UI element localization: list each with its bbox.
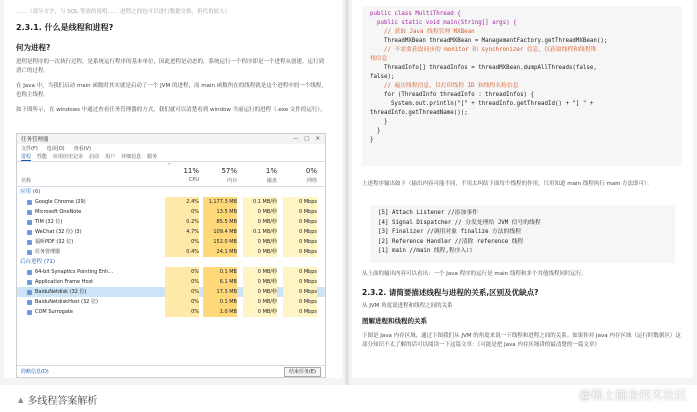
output-line: [2] Reference Handler //清除 reference 线程 [378, 238, 524, 245]
process-cpu-cell: 0% [165, 207, 199, 217]
process-name-cell [27, 217, 62, 227]
process-disk-cell: 0 MB/秒 [243, 267, 277, 277]
process-mem-cell: 1,177.3 MB [203, 197, 237, 207]
process-net-cell: 0 Mbps [283, 237, 317, 247]
section-heading-2: 2.3.2. 请简要描述线程与进程的关系,区别及优缺点? [362, 288, 539, 297]
app-icon [27, 220, 32, 225]
process-mem-cell: 109.4 MB [203, 227, 237, 237]
process-name: BaiduNetdiskHost (32 位) [35, 299, 98, 305]
task-manager-screenshot [16, 133, 326, 378]
close-icon[interactable]: ✕ [315, 136, 320, 142]
code-line: } [370, 137, 374, 143]
process-disk-cell: 0 MB/秒 [243, 247, 277, 257]
cpu-column[interactable]: CPU [188, 177, 199, 183]
process-net-cell: 0 Mbps [283, 197, 317, 207]
process-row[interactable] [17, 207, 325, 217]
output-block [370, 205, 675, 263]
app-icon [27, 210, 32, 215]
output-summary: 从上面的输出内容可以看出：一个 Java 程序的运行是 main 线程和多个其他线程同时运行。 [362, 271, 587, 277]
process-row[interactable] [17, 277, 325, 287]
app-icon [27, 280, 32, 285]
app-icon [27, 290, 32, 295]
code-line: // 遍历线程信息，仅打印线程 ID 和线程名称信息 [370, 83, 519, 89]
tab-startup[interactable]: 启动 [89, 154, 100, 160]
section-heading: 2.3.1. 什么是线程和进程? [16, 23, 114, 32]
app-icon [27, 250, 32, 255]
process-mem-cell: 0.1 MB [203, 267, 237, 277]
menu-options[interactable]: 选项(O) [46, 145, 65, 152]
end-task-button[interactable]: 结束任务(E) [284, 367, 321, 377]
menu-file[interactable]: 文件(F) [21, 145, 38, 152]
process-row[interactable] [17, 237, 325, 247]
code-line: ThreadInfo[] threadInfos = threadMXBean.dumpAllThreads(false, [370, 65, 597, 71]
process-name-cell [27, 267, 113, 277]
code-line: } [370, 119, 388, 125]
app-icon [27, 310, 32, 315]
process-mem-cell: 6.1 MB [203, 277, 237, 287]
process-mem-cell: 1.0 MB [203, 307, 237, 317]
output-line: [4] Signal Dispatcher // 分发处理给 JVM 信号的线程 [378, 219, 541, 226]
menu-bar [17, 144, 325, 152]
output-line: [1] main //main 线程,程序入口 [378, 248, 473, 254]
menu-view[interactable]: 查看(V) [73, 145, 91, 152]
disk-total: 1% [265, 167, 277, 175]
process-disk-cell: 0.1 MB/秒 [243, 197, 277, 207]
process-row[interactable] [17, 307, 325, 317]
process-net-cell: 0 Mbps [283, 207, 317, 217]
process-name: Microsoft OneNote [35, 209, 82, 215]
memory-total: 57% [221, 167, 237, 175]
output-line: [3] Finalizer //调用对象 finalize 方法的线程 [378, 229, 521, 235]
process-cpu-cell: 2.4% [165, 197, 199, 207]
app-icon [27, 200, 32, 205]
maximize-icon[interactable]: □ [304, 136, 310, 142]
process-mem-cell: 152.0 MB [203, 237, 237, 247]
process-name: Google Chrome (29) [35, 199, 86, 205]
paragraph-3: 如下图所示，在 windows 中通过查看任务管理器的方式，我们就可以清楚看到 window 当前运行的进程（.exe 文件的运行）。 [16, 107, 326, 113]
process-mem-cell: 13.5 MB [203, 207, 237, 217]
right-page [352, 0, 693, 378]
process-row[interactable] [17, 227, 325, 237]
task-manager-titlebar [17, 134, 325, 144]
code-line: threadInfo.getThreadName()); [370, 110, 468, 116]
process-mem-cell: 0.1 MB [203, 297, 237, 307]
code-line: public static void main(String[] args) { [370, 20, 517, 26]
tab-performance[interactable]: 性能 [37, 154, 48, 160]
caption-text: 多线程答案解析 [27, 396, 98, 407]
process-name-cell [27, 307, 73, 317]
process-row[interactable] [17, 197, 325, 207]
process-name: WeChat (32 位) (3) [35, 229, 82, 235]
process-mem-cell: 17.3 MB [203, 287, 237, 297]
process-cpu-cell: 0% [165, 287, 199, 297]
process-name-cell [27, 237, 73, 247]
process-disk-cell: 0 MB/秒 [243, 297, 277, 307]
tab-details[interactable]: 详细信息 [121, 154, 142, 160]
code-line: // 获取 Java 线程管理 MXBean [370, 29, 475, 35]
minimize-icon[interactable]: — [292, 136, 299, 142]
fewer-details-link[interactable]: 简略信息(D) [21, 369, 49, 375]
process-net-cell: 0 Mbps [283, 227, 317, 237]
process-net-cell: 0 Mbps [283, 217, 317, 227]
process-net-cell: 0 Mbps [283, 277, 317, 287]
code-line: } [370, 128, 381, 134]
process-cpu-cell: 0% [165, 277, 199, 287]
app-icon [27, 300, 32, 305]
paragraph-2: 在 Java 中，当我们启动 main 函数时其实就是启动了一个 JVM 的进程，而 main 函数所在的线程就是这个进程中的一个线程，也称主线程。 [16, 83, 327, 98]
cpu-total: 11% [183, 167, 199, 175]
process-disk-cell: 0.1 MB/秒 [243, 227, 277, 237]
process-cpu-cell: 0% [165, 267, 199, 277]
column-header [17, 162, 325, 187]
page-fold [345, 0, 349, 385]
task-manager-footer [17, 365, 325, 377]
process-name-cell [27, 287, 87, 297]
process-cpu-cell: 4.7% [165, 227, 199, 237]
tab-processes[interactable]: 进程 [21, 153, 32, 160]
code-block [362, 6, 682, 166]
column-name-label[interactable]: 名称 [21, 178, 32, 184]
watermark [579, 386, 687, 403]
sort-chevron-icon: ^ [167, 163, 172, 169]
process-cpu-cell: 0% [165, 297, 199, 307]
output-line: [5] Attach Listener //添加事件 [378, 210, 478, 216]
process-group-header[interactable]: 后台进程 (71) [20, 259, 56, 265]
process-disk-cell: 0 MB/秒 [243, 287, 277, 297]
process-name: TIM (32 位) [35, 219, 63, 225]
process-name: 任务管理器 [35, 249, 61, 255]
tab-services[interactable]: 服务 [147, 154, 158, 160]
process-name: 64-bit Synaptics Pointing Enh... [35, 269, 114, 275]
code-line: System.out.println("[" + threadInfo.getThreadId() + "] " + [370, 101, 594, 107]
process-cpu-cell: 0.4% [165, 247, 199, 257]
process-mem-cell: 85.5 MB [203, 217, 237, 227]
process-mem-cell: 24.1 MB [203, 247, 237, 257]
process-cpu-cell: 0% [165, 307, 199, 317]
process-list [17, 187, 325, 317]
process-name-cell [27, 197, 86, 207]
process-name-cell [27, 277, 93, 287]
app-icon [27, 240, 32, 245]
process-row[interactable] [17, 247, 325, 257]
code-line: false); [370, 74, 395, 80]
process-row[interactable] [17, 267, 325, 277]
window-title: 任务管理器 [21, 137, 49, 143]
disk-column[interactable]: 磁盘 [266, 178, 277, 184]
process-disk-cell: 0 MB/秒 [243, 277, 277, 287]
process-name: Application Frame Host [35, 279, 94, 285]
process-net-cell: 0 Mbps [283, 267, 317, 277]
process-name: BaiduNetdisk (32 位) [35, 289, 87, 295]
subsection-heading: 何为进程? [16, 43, 51, 52]
process-name-cell [27, 227, 82, 237]
watermark-text: @稀土掘金技术社区 [578, 388, 687, 402]
top-snippet: ……（部分文字，与 SQL 等效的说明…… 进程之间也可以进行数据交换，但代价较大） [16, 9, 231, 15]
process-net-cell: 0 Mbps [283, 247, 317, 257]
process-group-header[interactable]: 应用 (6) [20, 189, 41, 195]
app-icon [27, 230, 32, 235]
output-intro: 上述程序输出如下（输出内容可能不同，不用太纠结下面每个线程的作用，只用知道 main 线程执行 main 方法即可）： [362, 181, 653, 187]
code-line: public class MultiThread { [370, 11, 461, 17]
tab-users[interactable]: 用户 [105, 154, 116, 160]
code-line: for (ThreadInfo threadInfo : threadInfos) { [370, 92, 535, 98]
code-line: // 不需要获取同步的 monitor 和 synchronizer 信息，仅获取线程和线程堆 [370, 47, 597, 53]
process-row[interactable] [17, 297, 325, 307]
network-total: 0% [305, 167, 317, 175]
code-line: 栈信息 [370, 56, 388, 62]
jvm-relation-heading: 从 JVM 角度说进程和线程之间的关系 [362, 303, 453, 309]
process-name: 福昕PDF (32 位) [35, 239, 74, 245]
memory-column[interactable]: 内存 [226, 178, 237, 184]
process-disk-cell: 0 MB/秒 [243, 237, 277, 247]
closing-paragraph: 下图是 Java 内存区域，通过下图我们从 JVM 的角度来说一下线程和进程之间的关系。如果你对 Java 内存区域（运行时数据区）这部分知识不太了解的话可以阅读一下这篇文章：《可能是把 Java 内存区域讲的最清楚的一篇文章》 [362, 333, 681, 348]
process-net-cell: 0 Mbps [283, 297, 317, 307]
process-disk-cell: 0 MB/秒 [243, 217, 277, 227]
app-icon [27, 270, 32, 275]
process-net-cell: 0 Mbps [283, 287, 317, 297]
process-cpu-cell: 0.2% [165, 217, 199, 227]
process-row[interactable] [17, 217, 325, 227]
process-cpu-cell: 0% [165, 237, 199, 247]
paragraph-1: 进程是程序的一次执行过程，是系统运行程序的基本单位，因此进程是动态的。系统运行一个程序即是一个进程从创建、运行到消亡的过程。 [16, 59, 325, 74]
process-name-cell [27, 207, 81, 217]
diagram-heading: 图解进程和线程的关系 [362, 317, 427, 325]
tab-bar [17, 152, 325, 162]
tab-app-history[interactable]: 应用历史记录 [53, 154, 84, 160]
code-line: ThreadMXBean threadMXBean = ManagementFactory.getThreadMXBean(); [370, 38, 608, 44]
process-name: COM Surrogate [35, 309, 73, 315]
process-name-cell [27, 297, 98, 307]
triangle-icon: ▲ [18, 395, 24, 404]
process-disk-cell: 0 MB/秒 [243, 307, 277, 317]
caption [18, 392, 97, 407]
network-column[interactable]: 网络 [306, 178, 317, 184]
left-page [4, 0, 342, 378]
process-net-cell: 0 Mbps [283, 307, 317, 317]
process-name-cell [27, 247, 60, 257]
process-disk-cell: 0 MB/秒 [243, 207, 277, 217]
process-row[interactable] [17, 287, 325, 297]
